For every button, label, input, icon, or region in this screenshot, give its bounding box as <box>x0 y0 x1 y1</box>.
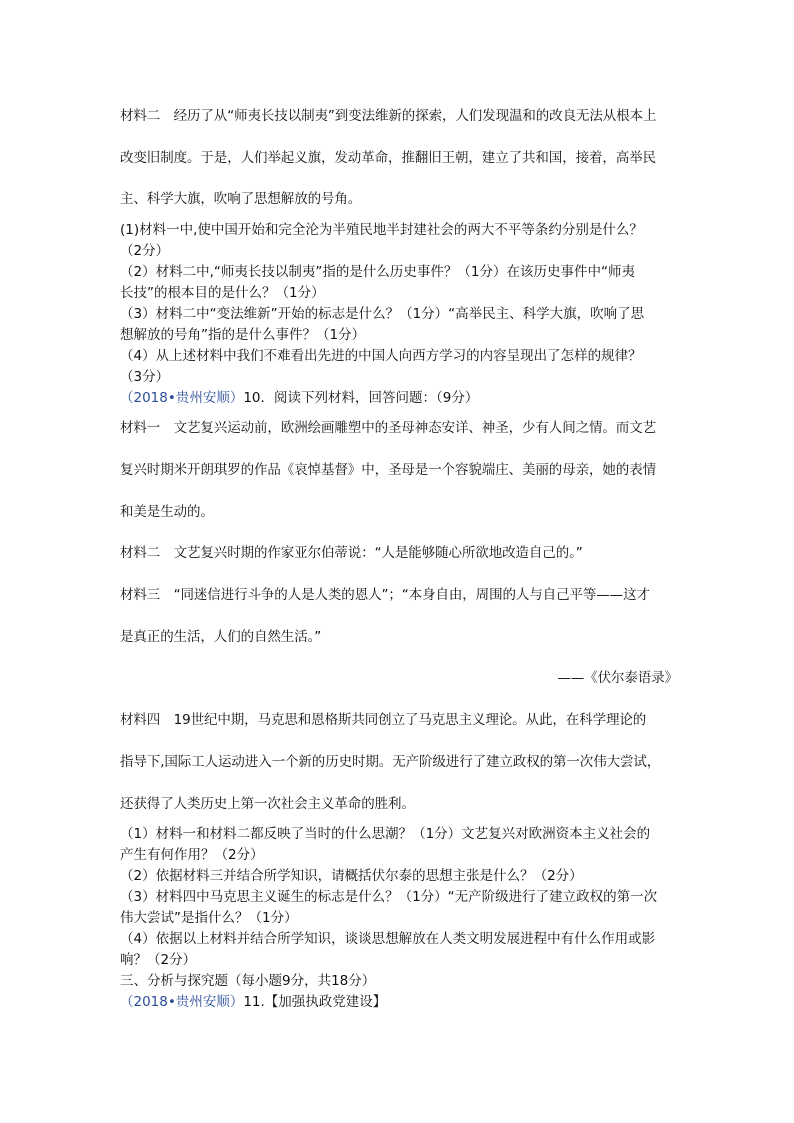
question-9-2-line-1: （2）材料二中,“师夷长技以制夷”指的是什么历史事件？（1分）在该历史事件中“师夷 <box>120 264 635 280</box>
material-1-line-3: 和美是生动的。 <box>120 504 214 520</box>
question-9-3-line-1: （3）材料二中“变法维新”开始的标志是什么？（1分）“高举民主、科学大旗，吹响了思 <box>120 306 645 322</box>
question-9-4-line-1: （4）从上述材料中我们不难看出先进的中国人向西方学习的内容呈现出了怎样的规律？ <box>120 348 642 364</box>
material-4-line-3: 还获得了人类历史上第一次社会主义革命的胜利。 <box>120 796 415 812</box>
question-9-2-line-2: 长技”的根本目的是什么？（1分） <box>120 285 325 301</box>
question-11-source: （2018•贵州安顺） <box>120 994 244 1010</box>
question-9-1-line-2: （2分） <box>120 243 170 259</box>
question-11-heading <box>120 992 678 1012</box>
material-2-line-1: 材料二 经历了从“师夷长技以制夷”到变法维新的探索，人们发现温和的改良无法从根本上 <box>120 108 657 124</box>
question-11-title: 11.【加强执政党建设】 <box>243 994 387 1010</box>
question-9-3-line-2: 想解放的号角”指的是什么事件？（1分） <box>120 327 366 343</box>
material-4-line-1: 材料四 19世纪中期，马克思和恩格斯共同创立了马克思主义理论。从此，在科学理论的 <box>120 712 647 728</box>
question-10-4-line-1: （4）依据以上材料并结合所学知识，谈谈思想解放在人类文明发展进程中有什么作用或影 <box>120 931 656 947</box>
section-3-heading: 三、分析与探究题（每小题9分，共18分） <box>120 973 376 989</box>
question-10-2: （2）依据材料三并结合所学知识，请概括伏尔泰的思想主张是什么？（2分） <box>120 868 583 884</box>
material-3-line-1: 材料三 “同迷信进行斗争的人是人类的恩人”；“本身自由，周围的人与自己平等——这才 <box>120 587 650 603</box>
question-10-1-line-1: （1）材料一和材料二都反映了当时的什么思潮？（1分）文艺复兴对欧洲资本主义社会的 <box>120 826 651 842</box>
question-9-4-line-2: （3分） <box>120 369 170 385</box>
question-10-heading <box>120 388 678 408</box>
material-2-line-3: 主、科学大旗，吹响了思想解放的号角。 <box>120 191 362 207</box>
question-10-3-line-2: 伟大尝试”是指什么？（1分） <box>120 910 298 926</box>
question-10-title: 10．阅读下列材料，回答问题：（9分） <box>243 390 479 406</box>
material-2-line-2: 改变旧制度。于是，人们举起义旗，发动革命，推翻旧王朝，建立了共和国，接着，高举民 <box>120 150 656 166</box>
question-10-3-line-1: （3）材料四中马克思主义诞生的标志是什么？（1分）“无产阶级进行了建立政权的第一次 <box>120 889 658 905</box>
material-1-line-2: 复兴时期米开朗琪罗的作品《哀悼基督》中，圣母是一个容貌端庄、美丽的母亲，她的表情 <box>120 462 656 478</box>
material-3-line-2: 是真正的生活，人们的自然生活。” <box>120 629 322 645</box>
question-10-source: （2018•贵州安顺） <box>120 390 244 406</box>
material-3-source: ——《伏尔泰语录》 <box>557 670 678 686</box>
question-10-4-line-2: 响？（2分） <box>120 952 197 968</box>
material-2-quote: 材料二 文艺复兴时期的作家亚尔伯蒂说：“人是能够随心所欲地改造自己的。” <box>120 545 583 561</box>
material-4-line-2: 指导下,国际工人运动进入一个新的历史时期。无产阶级进行了建立政权的第一次伟大尝试， <box>120 754 661 770</box>
question-9-1-line-1: (1)材料一中,使中国开始和完全沦为半殖民地半封建社会的两大不平等条约分别是什么？ <box>120 222 643 238</box>
material-1-line-1: 材料一 文艺复兴运动前，欧洲绘画雕塑中的圣母神态安详、神圣，少有人间之情。而文艺 <box>120 420 656 436</box>
question-10-1-line-2: 产生有何作用？（2分） <box>120 847 264 863</box>
